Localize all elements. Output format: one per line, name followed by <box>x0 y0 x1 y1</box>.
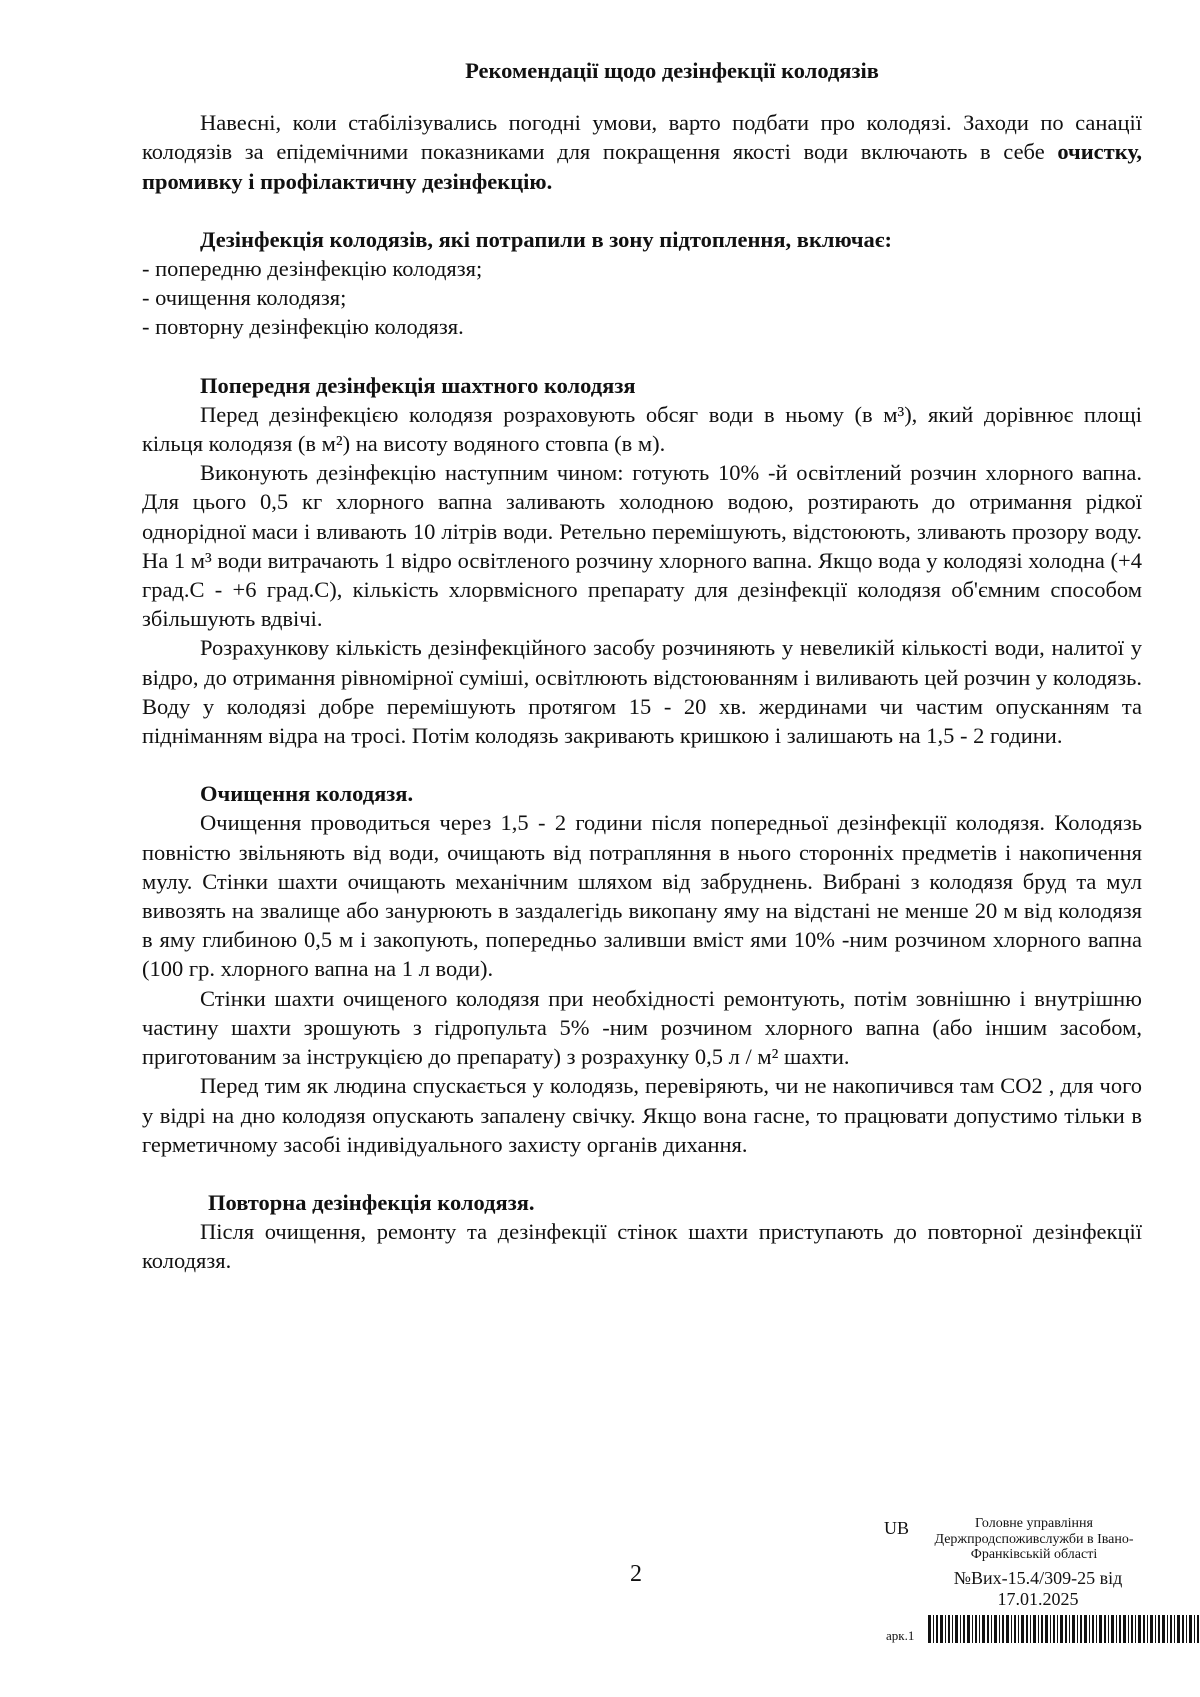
stamp-number: №Вих-15.4/309-25 від <box>953 1568 1123 1588</box>
intro-bold-text: очистку, промивку і профілактичну дезінфекцію. <box>142 139 1142 194</box>
intro-paragraph <box>142 108 1142 196</box>
pre-disinfection-paragraph: Перед дезінфекцією колодязя розраховують обсяг води в ньому (в м³), який дорівнює площі кільця колодязя (в м²) на висоту водяного стовпа (в м). <box>142 401 1142 457</box>
pre-disinfection-heading: Попередня дезінфекція шахтного колодязя <box>200 372 636 398</box>
stamp-organization: Головне управління Держпродспоживслужби в Івано-Франківській області <box>934 1516 1134 1562</box>
cleaning-paragraph: Перед тим як людина спускається у колодязь, перевіряють, чи не накопичився там СО2 , для чого у відрі на дно колодязя опускають запалену свічку. Якщо вона гасне, то працювати допустимо тільки в герметичному засобі індивідуального захисту органів дихання. <box>142 1073 1142 1157</box>
stamp-sheet: арк.1 <box>886 1628 915 1643</box>
list-item: - повторну дезінфекцію колодязя. <box>142 314 464 340</box>
repeat-paragraph: Після очищення, ремонту та дезінфекції стінок шахти приступають до повторної дезінфекції колодязя. <box>142 1219 1142 1274</box>
page-number: 2 <box>630 1561 642 1587</box>
page-title: Рекомендації щодо дезінфекції колодязів <box>465 58 879 83</box>
cleaning-heading: Очищення колодязя. <box>200 781 414 807</box>
stamp-date: 17.01.2025 <box>997 1589 1079 1609</box>
pre-disinfection-paragraph: Виконують дезінфекцію наступним чином: готують 10% -й освітлений розчин хлорного вапна. Для цього 0,5 кг хлорного вапна заливають холодною водою, розтирають до отримання рідкої однорідної маси і вливають 10 літрів води. Ретельно перемішують, відстоюють, зливають прозору воду. На 1 м³ води витрачають 1 відро освітленого розчину хлорного вапна. Якщо вода у колодязі холодна (+4 град.С - +6 град.С), кількість хлорвмісного препарату для дезінфекції колодязя об'ємним способом збільшують вдвічі. <box>142 460 1142 632</box>
repeat-heading: Повторна дезінфекція колодязя. <box>208 1189 535 1215</box>
cleaning-paragraph: Очищення проводиться через 1,5 - 2 години після попередньої дезінфекції колодязя. Колодязь повністю звільняють від води, очищають від потрапляння в нього сторонніх предметів і накопичення мулу. Стінки шахти очищають механічним шляхом від забруднень. Вибрані з колодязя бруд та мул вивозять на звалище або занурюють в заздалегідь викопану яму на відстані не менше 20 м від колодязя в яму глибиною 0,5 м і закопують, попередньо заливши вміст ями 10% -ним розчином хлорного вапна (100 гр. хлорного вапна на 1 л води). <box>142 810 1142 982</box>
intro-text: Навесні, коли стабілізувались погодні умови, варто подбати про колодязі. Заходи по санації колодязів за епідемічними показниками для покращення якості води включають в себе <box>142 110 1142 165</box>
stamp-ub: UB <box>884 1518 910 1538</box>
list-item: - попередню дезінфекцію колодязя; <box>142 256 483 282</box>
flood-list <box>142 254 1142 342</box>
list-item: - очищення колодязя; <box>142 285 347 311</box>
cleaning-paragraph: Стінки шахти очищеного колодязя при необхідності ремонтують, потім зовнішню і внутрішню частину шахти зрошують з гідропульта 5% -ним розчином хлорного вапна (або іншим засобом, приготованим за інструкцією до препарату) з розрахунку 0,5 л / м² шахти. <box>142 985 1142 1070</box>
document-body <box>142 56 1142 1276</box>
barcode-icon <box>928 1615 1200 1643</box>
flood-heading: Дезінфекція колодязів, які потрапили в зону підтоплення, включає: <box>200 226 893 252</box>
pre-disinfection-paragraph: Розрахункову кількість дезінфекційного засобу розчиняють у невеликій кількості води, налитої у відро, до отримання рівномірної суміші, освітлюють відстоюванням і виливають цей розчин у колодязь. Воду у колодязі добре перемішують протягом 15 - 20 хв. жердинами чи частим опусканням та підніманням відра на тросі. Потім колодязь закривають кришкою і залишають на 1,5 - 2 години. <box>142 635 1142 749</box>
